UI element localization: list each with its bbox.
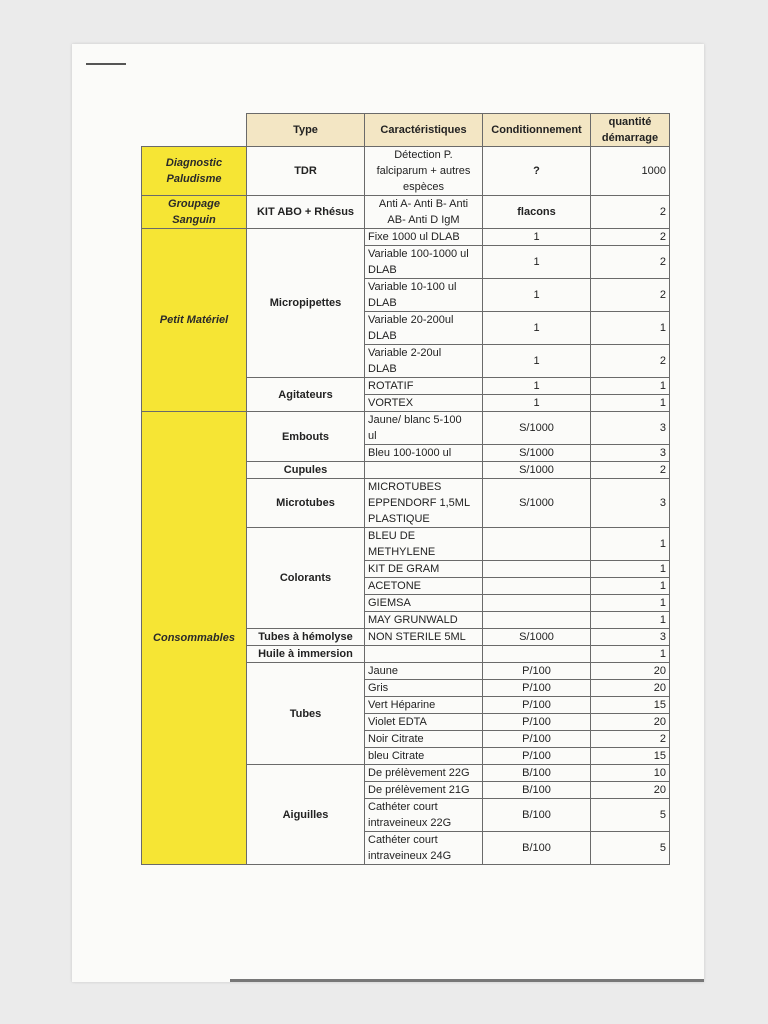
header-caracteristiques: Caractéristiques bbox=[365, 114, 483, 147]
conditionnement-cell: 1 bbox=[483, 395, 591, 412]
caracteristique-cell: VORTEX bbox=[365, 395, 483, 412]
quantite-cell: 1 bbox=[591, 378, 670, 395]
type-kit-abo: KIT ABO + Rhésus bbox=[247, 196, 365, 229]
caracteristique-cell bbox=[365, 832, 483, 865]
conditionnement-cell: 1 bbox=[483, 312, 591, 345]
cell-line: DLAB bbox=[368, 330, 397, 342]
cell-line: MICROTUBES bbox=[368, 481, 442, 493]
category-line: Diagnostic bbox=[165, 157, 223, 169]
caracteristique-cell: Vert Héparine bbox=[365, 697, 483, 714]
conditionnement-cell: 1 bbox=[483, 279, 591, 312]
cell-line: BLEU DE bbox=[368, 530, 416, 542]
cell-line: falciparum + autres bbox=[376, 165, 471, 177]
quantite-cell: 5 bbox=[591, 799, 670, 832]
conditionnement-cell: B/100 bbox=[483, 765, 591, 782]
type-micropipettes: Micropipettes bbox=[247, 229, 365, 378]
quantite-cell: 3 bbox=[591, 629, 670, 646]
caracteristique-cell: ROTATIF bbox=[365, 378, 483, 395]
type-aiguilles: Aiguilles bbox=[247, 765, 365, 865]
quantite-cell: 1 bbox=[591, 646, 670, 663]
conditionnement-cell: P/100 bbox=[483, 731, 591, 748]
caracteristique-cell bbox=[365, 528, 483, 561]
conditionnement-cell bbox=[483, 528, 591, 561]
caracteristique-cell: Gris bbox=[365, 680, 483, 697]
quantite-cell: 2 bbox=[591, 196, 670, 229]
quantite-cell: 2 bbox=[591, 229, 670, 246]
caracteristique-cell: MAY GRUNWALD bbox=[365, 612, 483, 629]
caracteristique-cell bbox=[365, 246, 483, 279]
quantite-cell: 1 bbox=[591, 312, 670, 345]
quantite-cell: 20 bbox=[591, 663, 670, 680]
type-embouts: Embouts bbox=[247, 412, 365, 462]
type-agitateurs: Agitateurs bbox=[247, 378, 365, 412]
conditionnement-cell: 1 bbox=[483, 246, 591, 279]
quantite-cell: 3 bbox=[591, 479, 670, 528]
cell-line: AB- Anti D IgM bbox=[387, 214, 460, 226]
conditionnement-cell: 1 bbox=[483, 345, 591, 378]
caracteristique-cell: Jaune bbox=[365, 663, 483, 680]
quantite-cell: 1 bbox=[591, 528, 670, 561]
cell-line: PLASTIQUE bbox=[368, 513, 430, 525]
paper-bottom-edge bbox=[230, 979, 704, 982]
category-petit-materiel: Petit Matériel bbox=[142, 229, 247, 412]
cell-line: Variable 10-100 ul bbox=[368, 281, 457, 293]
cell-line: Variable 2-20ul bbox=[368, 347, 442, 359]
caracteristique-cell bbox=[365, 479, 483, 528]
cell-line: intraveineux 24G bbox=[368, 850, 452, 862]
pen-mark bbox=[86, 63, 126, 65]
conditionnement-cell bbox=[483, 578, 591, 595]
caracteristique-cell bbox=[365, 196, 483, 229]
quantite-cell: 5 bbox=[591, 832, 670, 865]
quantite-cell: 1 bbox=[591, 612, 670, 629]
conditionnement-cell: P/100 bbox=[483, 714, 591, 731]
cell-line: Jaune/ blanc 5-100 bbox=[368, 414, 462, 426]
caracteristique-cell bbox=[365, 345, 483, 378]
conditionnement-cell bbox=[483, 646, 591, 663]
conditionnement-cell: S/1000 bbox=[483, 412, 591, 445]
quantite-cell: 2 bbox=[591, 246, 670, 279]
header-quantite bbox=[591, 114, 670, 147]
type-tdr: TDR bbox=[247, 147, 365, 196]
conditionnement-cell: P/100 bbox=[483, 748, 591, 765]
header-row bbox=[142, 114, 670, 147]
type-colorants: Colorants bbox=[247, 528, 365, 629]
conditionnement-cell: B/100 bbox=[483, 799, 591, 832]
cell-line: Variable 20-200ul bbox=[368, 314, 454, 326]
caracteristique-cell: NON STERILE 5ML bbox=[365, 629, 483, 646]
caracteristique-cell: De prélèvement 22G bbox=[365, 765, 483, 782]
conditionnement-cell bbox=[483, 595, 591, 612]
conditionnement-cell: P/100 bbox=[483, 680, 591, 697]
conditionnement-cell: S/1000 bbox=[483, 445, 591, 462]
conditionnement-cell bbox=[483, 612, 591, 629]
header-quantite-line1: quantité bbox=[608, 116, 652, 128]
caracteristique-cell: GIEMSA bbox=[365, 595, 483, 612]
conditionnement-cell bbox=[483, 561, 591, 578]
caracteristique-cell bbox=[365, 147, 483, 196]
conditionnement-cell: P/100 bbox=[483, 663, 591, 680]
cell-line: Cathéter court bbox=[368, 801, 438, 813]
quantite-cell: 2 bbox=[591, 345, 670, 378]
caracteristique-cell bbox=[365, 646, 483, 663]
quantite-cell: 20 bbox=[591, 714, 670, 731]
caracteristique-cell: Violet EDTA bbox=[365, 714, 483, 731]
caracteristique-cell: ACETONE bbox=[365, 578, 483, 595]
cell-line: ul bbox=[368, 430, 377, 442]
quantite-cell: 20 bbox=[591, 680, 670, 697]
quantite-cell: 10 bbox=[591, 765, 670, 782]
caracteristique-cell: Fixe 1000 ul DLAB bbox=[365, 229, 483, 246]
header-blank bbox=[142, 114, 247, 147]
quantite-cell: 2 bbox=[591, 279, 670, 312]
conditionnement-cell: 1 bbox=[483, 378, 591, 395]
conditionnement-cell: flacons bbox=[483, 196, 591, 229]
conditionnement-cell: B/100 bbox=[483, 832, 591, 865]
cell-line: intraveineux 22G bbox=[368, 817, 452, 829]
table-row bbox=[142, 196, 670, 229]
type-tubes-hemolyse: Tubes à hémolyse bbox=[247, 629, 365, 646]
cell-line: DLAB bbox=[368, 363, 397, 375]
cell-line: Détection P. bbox=[394, 149, 453, 161]
conditionnement-cell: B/100 bbox=[483, 782, 591, 799]
cell-line: EPPENDORF 1,5ML bbox=[368, 497, 471, 509]
header-conditionnement: Conditionnement bbox=[483, 114, 591, 147]
quantite-cell: 2 bbox=[591, 462, 670, 479]
quantite-cell: 20 bbox=[591, 782, 670, 799]
caracteristique-cell bbox=[365, 279, 483, 312]
quantite-cell: 15 bbox=[591, 697, 670, 714]
table-row bbox=[142, 147, 670, 196]
caracteristique-cell: Noir Citrate bbox=[365, 731, 483, 748]
quantite-cell: 15 bbox=[591, 748, 670, 765]
category-diagnostic bbox=[142, 147, 247, 196]
conditionnement-cell: S/1000 bbox=[483, 479, 591, 528]
cell-line: Anti A- Anti B- Anti bbox=[378, 198, 469, 210]
type-huile: Huile à immersion bbox=[247, 646, 365, 663]
caracteristique-cell: bleu Citrate bbox=[365, 748, 483, 765]
table-row bbox=[142, 229, 670, 246]
header-type: Type bbox=[247, 114, 365, 147]
conditionnement-cell: S/1000 bbox=[483, 629, 591, 646]
type-cupules: Cupules bbox=[247, 462, 365, 479]
quantite-cell: 1 bbox=[591, 578, 670, 595]
cell-line: espèces bbox=[403, 181, 444, 193]
conditionnement-cell: 1 bbox=[483, 229, 591, 246]
conditionnement-cell: ? bbox=[483, 147, 591, 196]
caracteristique-cell: KIT DE GRAM bbox=[365, 561, 483, 578]
cell-line: METHYLENE bbox=[368, 546, 436, 558]
table-row bbox=[142, 412, 670, 445]
caracteristique-cell bbox=[365, 462, 483, 479]
type-microtubes: Microtubes bbox=[247, 479, 365, 528]
cell-line: DLAB bbox=[368, 264, 397, 276]
category-consommables: Consommables bbox=[142, 412, 247, 865]
header-quantite-line2: démarrage bbox=[601, 132, 659, 144]
conditionnement-cell: S/1000 bbox=[483, 462, 591, 479]
quantite-cell: 1 bbox=[591, 561, 670, 578]
quantite-cell: 1000 bbox=[591, 147, 670, 196]
category-groupage bbox=[142, 196, 247, 229]
caracteristique-cell: De prélèvement 21G bbox=[365, 782, 483, 799]
cell-line: Cathéter court bbox=[368, 834, 438, 846]
category-line: Sanguin bbox=[172, 214, 216, 226]
quantite-cell: 1 bbox=[591, 395, 670, 412]
caracteristique-cell bbox=[365, 412, 483, 445]
conditionnement-cell: P/100 bbox=[483, 697, 591, 714]
quantite-cell: 2 bbox=[591, 731, 670, 748]
cell-line: Variable 100-1000 ul bbox=[368, 248, 469, 260]
caracteristique-cell: Bleu 100-1000 ul bbox=[365, 445, 483, 462]
caracteristique-cell bbox=[365, 799, 483, 832]
cell-line: DLAB bbox=[368, 297, 397, 309]
category-line: Paludisme bbox=[166, 173, 222, 185]
category-line: Groupage bbox=[168, 198, 220, 210]
quantite-cell: 3 bbox=[591, 412, 670, 445]
caracteristique-cell bbox=[365, 312, 483, 345]
inventory-table bbox=[141, 113, 670, 865]
quantite-cell: 3 bbox=[591, 445, 670, 462]
quantite-cell: 1 bbox=[591, 595, 670, 612]
type-tubes: Tubes bbox=[247, 663, 365, 765]
